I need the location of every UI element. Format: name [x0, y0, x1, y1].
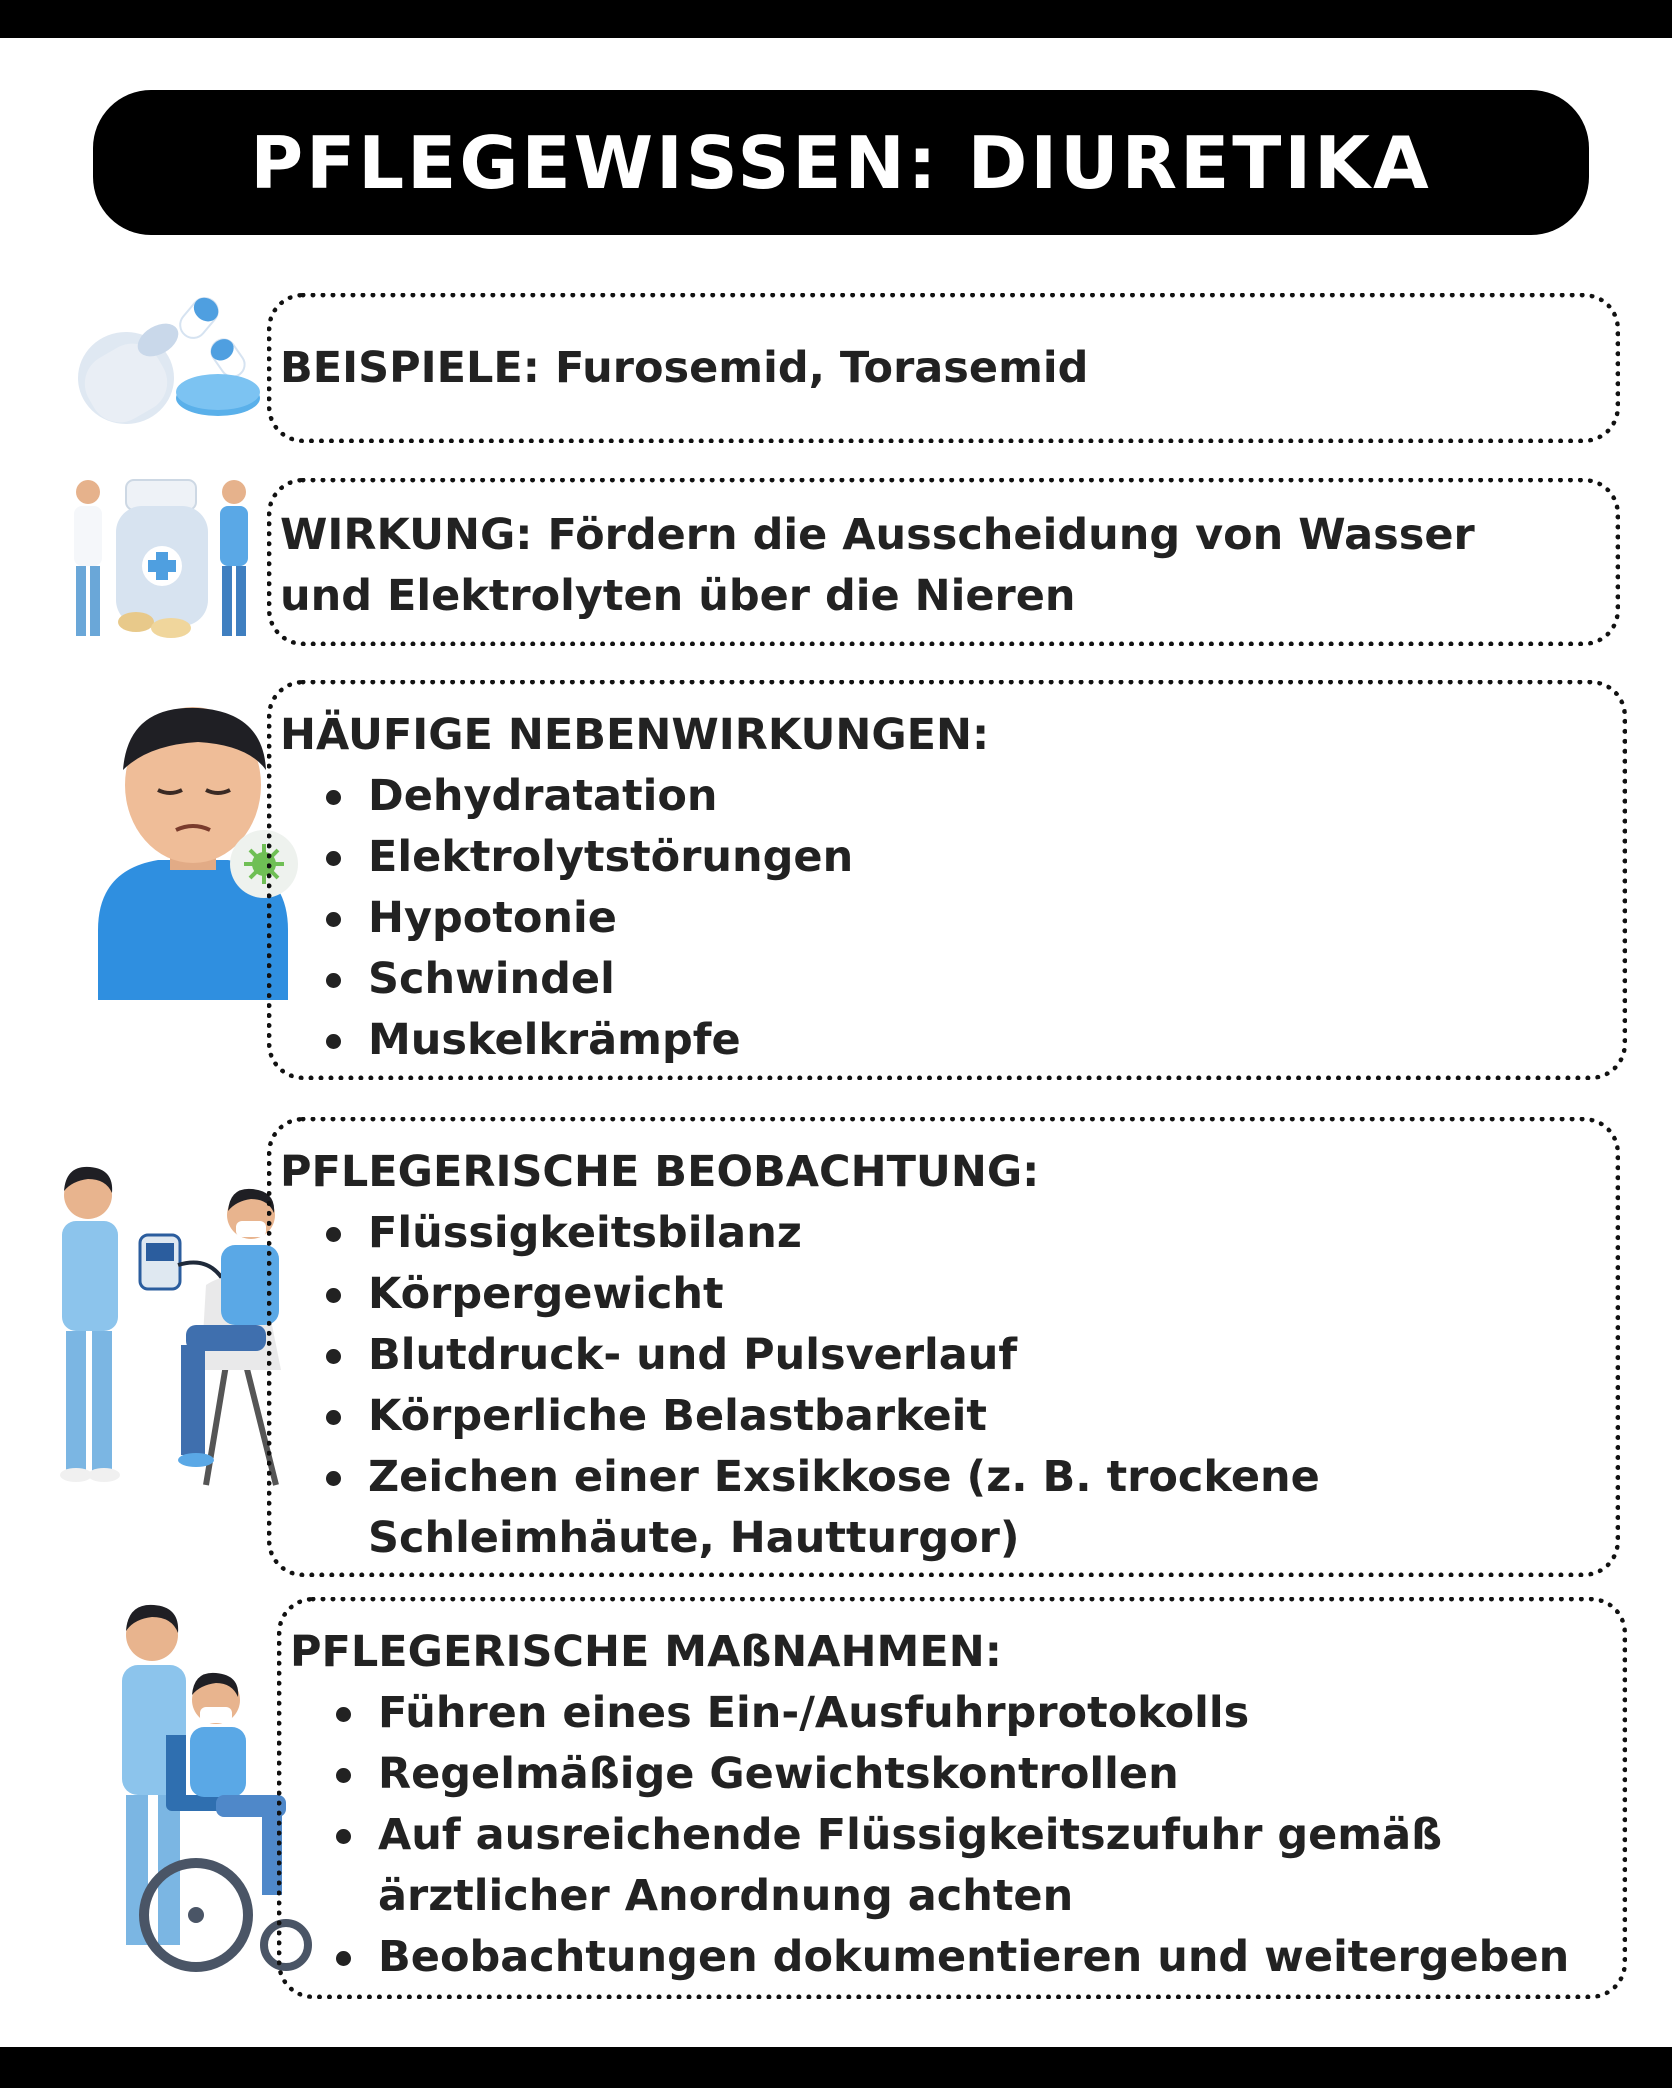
side-effects-list: [280, 766, 1614, 1071]
list-item: Flüssigkeitsbilanz: [280, 1203, 1607, 1264]
side-effects-heading: HÄUFIGE NEBENWIRKUNGEN:: [280, 710, 990, 760]
measures-list: [290, 1683, 1614, 1988]
list-item-continuation: ärztlicher Anordnung achten: [378, 1871, 1074, 1921]
observation-list: [280, 1203, 1607, 1569]
list-item-continuation: Schleimhäute, Hautturgor): [368, 1513, 1020, 1563]
list-item: Elektrolytstörungen: [280, 827, 1614, 888]
effect-line-1: WIRKUNG: Fördern die Ausscheidung von Wasser: [280, 510, 1475, 560]
doctors-medicine-icon: [66, 472, 256, 652]
examples-text: BEISPIELE: Furosemid, Torasemid: [280, 343, 1089, 393]
list-item: Schwindel: [280, 949, 1614, 1010]
effect-line-2: und Elektrolyten über die Nieren: [280, 571, 1076, 621]
measures-heading: PFLEGERISCHE MAßNAHMEN:: [290, 1627, 1002, 1677]
examples-card: [267, 293, 1620, 443]
top-black-bar: [0, 0, 1672, 38]
list-item: Hypotonie: [280, 888, 1614, 949]
list-item: Körpergewicht: [280, 1264, 1607, 1325]
list-item: Körperliche Belastbarkeit: [280, 1386, 1607, 1447]
list-item: Blutdruck- und Pulsverlauf: [280, 1325, 1607, 1386]
observation-card: [267, 1117, 1620, 1577]
pill-bottle-icon: [66, 288, 266, 448]
bottom-black-bar: [0, 2047, 1672, 2088]
list-item: Zeichen einer Exsikkose (z. B. trockene: [280, 1447, 1607, 1508]
title-banner: [93, 90, 1589, 235]
list-item: Führen eines Ein-/Ausfuhrprotokolls: [290, 1683, 1614, 1744]
page-title: PFLEGEWISSEN: DIURETIKA: [250, 120, 1432, 205]
side-effects-card: [267, 680, 1627, 1080]
list-item: Muskelkrämpfe: [280, 1010, 1614, 1071]
list-item: Regelmäßige Gewichtskontrollen: [290, 1744, 1614, 1805]
list-item: Dehydratation: [280, 766, 1614, 827]
observation-heading: PFLEGERISCHE BEOBACHTUNG:: [280, 1147, 1040, 1197]
measures-card: [277, 1597, 1627, 1999]
effect-card: [267, 478, 1620, 646]
list-item: Auf ausreichende Flüssigkeitszufuhr gemäß: [290, 1805, 1614, 1866]
list-item: Beobachtungen dokumentieren und weitergeben: [290, 1927, 1614, 1988]
